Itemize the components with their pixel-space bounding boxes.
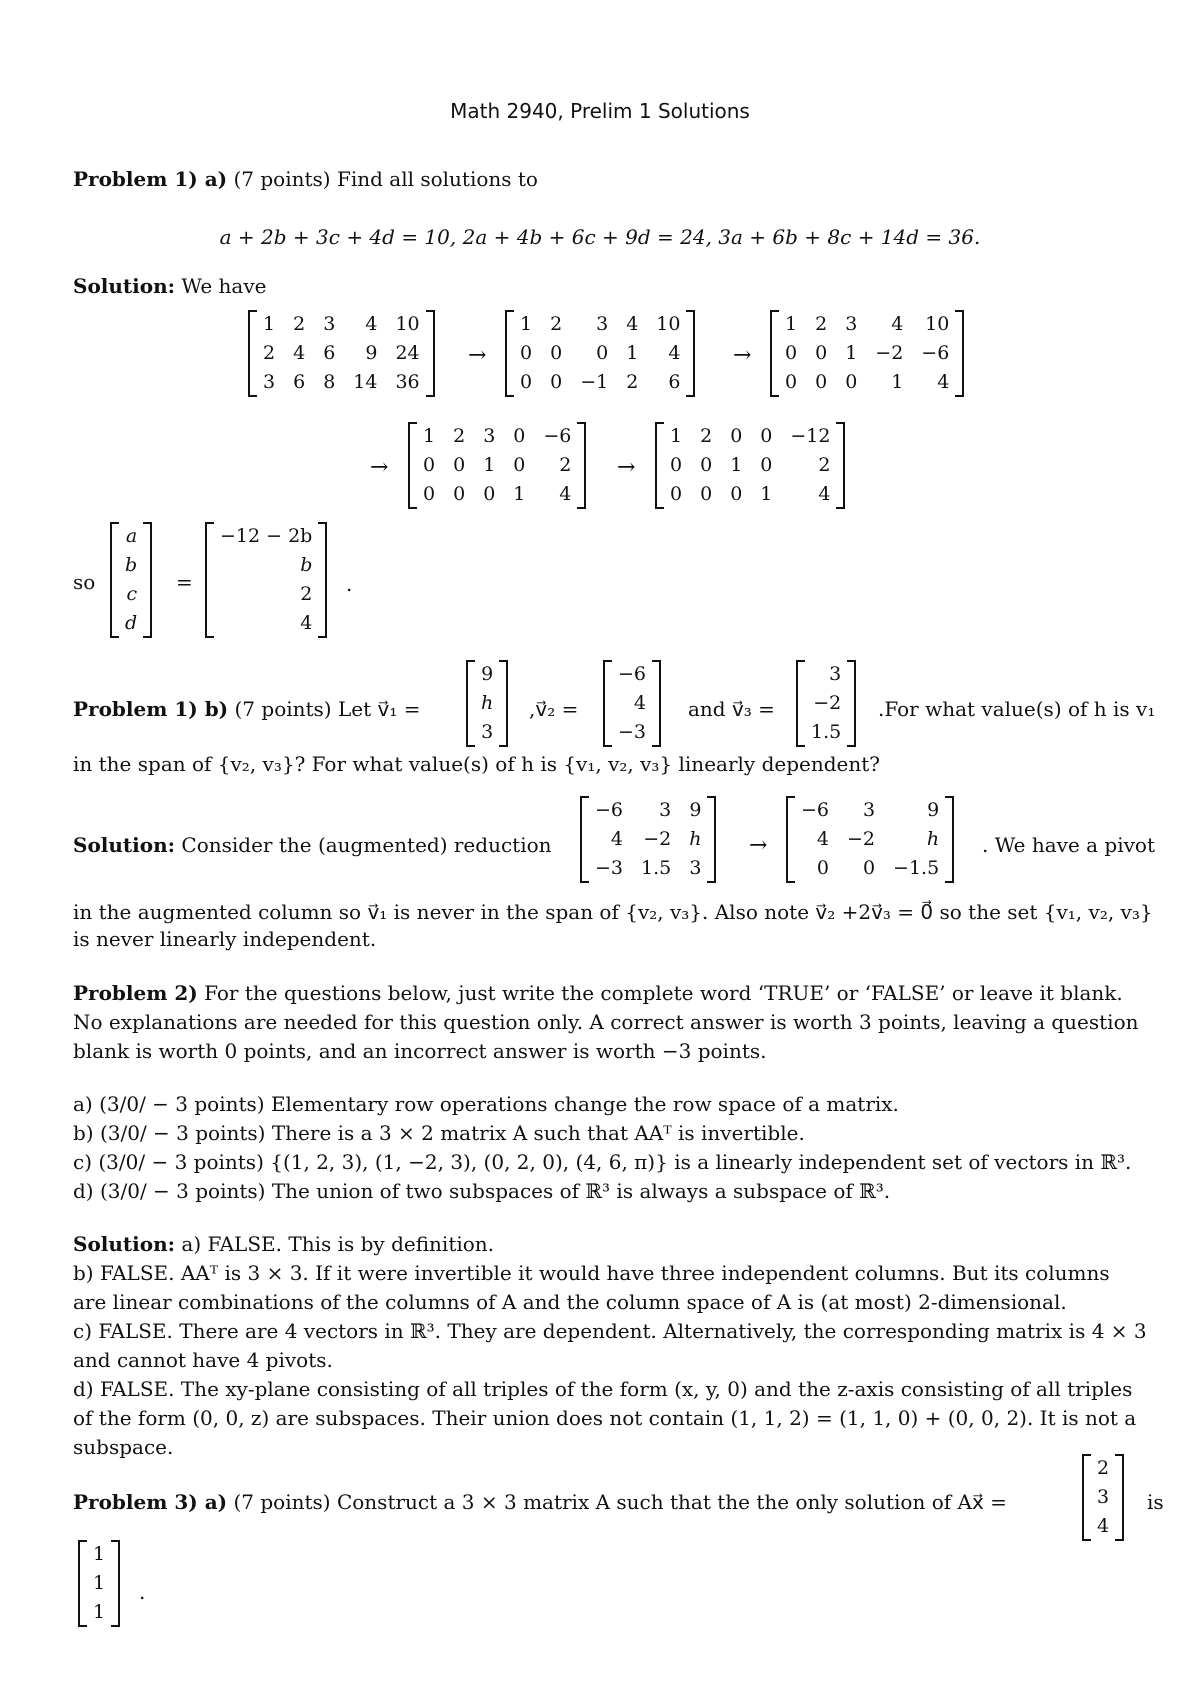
matrix-row — [609, 660, 655, 689]
matrix-step-4 — [408, 422, 586, 509]
problem-1b-question: in the span of {v₂, v₃}? For what value(s) of h is {v₁, v₂, v₃} linearly dependent? — [73, 752, 881, 776]
matrix-cell: 1 — [785, 313, 798, 335]
matrix-cell: 1 — [93, 1543, 106, 1565]
matrix-cell: 4 — [937, 371, 950, 393]
matrix-cell: 0 — [815, 342, 828, 364]
matrix-cell: d — [125, 612, 138, 634]
matrix-row — [609, 689, 655, 718]
matrix-cell: 0 — [513, 425, 526, 447]
left-bracket — [1082, 1454, 1091, 1541]
problem-3a-label: Problem 3) a) — [73, 1490, 228, 1514]
matrix-cell: h — [689, 828, 702, 850]
right-bracket — [847, 660, 856, 747]
matrix-cell: 4 — [891, 313, 904, 335]
matrix-row — [84, 1598, 114, 1627]
matrix-cell: 3 — [862, 799, 876, 821]
matrix-row — [254, 339, 429, 368]
right-bracket — [499, 660, 508, 747]
problem-2-solution-line: b) FALSE. AAᵀ is 3 × 3. If it were invertible it would have three independent columns. But its columns — [73, 1261, 1110, 1285]
matrix-cell: 2 — [1097, 1457, 1110, 1479]
is-word: is — [1147, 1490, 1164, 1514]
right-bracket — [686, 310, 695, 397]
matrix-cell: 0 — [730, 425, 743, 447]
matrix-row — [254, 310, 429, 339]
reduction-arrow: → — [733, 343, 752, 368]
left-bracket — [248, 310, 257, 397]
matrix-row — [586, 796, 710, 825]
matrix-row — [511, 368, 689, 397]
matrix-row — [511, 339, 689, 368]
matrix-cell: 0 — [730, 483, 743, 505]
matrix-cell: 4 — [633, 692, 647, 714]
matrix-row — [414, 451, 580, 480]
matrix-cell: h — [481, 692, 494, 714]
matrix-cell: 2 — [293, 313, 306, 335]
problem-2-item-d: d) (3/0/ − 3 points) The union of two subspaces of ℝ³ is always a subspace of ℝ³. — [73, 1179, 891, 1203]
matrix-row — [1088, 1512, 1118, 1541]
matrix-row — [472, 718, 502, 747]
matrix-cell: 14 — [353, 371, 378, 393]
matrix-cell: 2 — [453, 425, 466, 447]
problem-1b-solution-intro — [73, 833, 552, 857]
matrix-row — [586, 825, 710, 854]
matrix-cell: 0 — [785, 371, 798, 393]
matrix-cell: 3 — [596, 313, 609, 335]
problem-1b-solution-line-4: is never linearly independent. — [73, 927, 377, 951]
solution-vector — [205, 522, 327, 638]
problem-3a-statement — [73, 1490, 1007, 1514]
problem-2-solution-line: are linear combinations of the columns of A and the column space of A is (at most) 2-dimensional. — [73, 1290, 1067, 1314]
matrix-row — [84, 1569, 114, 1598]
matrix-cell: 1 — [93, 1601, 106, 1623]
matrix-cell: 4 — [559, 483, 572, 505]
right-bracket — [1115, 1454, 1124, 1541]
matrix-row — [802, 718, 850, 747]
matrix-row — [1088, 1454, 1118, 1483]
problem-2-label: Problem 2) — [73, 981, 198, 1005]
matrix-cell: 0 — [670, 483, 683, 505]
matrix-cell: 2 — [818, 454, 831, 476]
matrix-row — [586, 854, 710, 883]
matrix-cell: 36 — [395, 371, 420, 393]
matrix-row — [84, 1540, 114, 1569]
vector-v3 — [796, 660, 856, 747]
matrix-row — [661, 451, 839, 480]
matrix-cell: 0 — [520, 371, 533, 393]
problem-1a-solution-intro — [73, 273, 1165, 299]
solution-after: . We have a pivot — [982, 833, 1155, 857]
matrix-step-2 — [505, 310, 695, 397]
problem-2-solution-a — [73, 1231, 1165, 1257]
matrix-row — [776, 310, 958, 339]
left-bracket — [603, 660, 612, 747]
so-word: so — [73, 570, 96, 594]
matrix-cell: −2 — [847, 828, 876, 850]
left-bracket — [580, 796, 589, 883]
reduced-matrix — [786, 796, 954, 883]
left-bracket — [78, 1540, 87, 1627]
right-bracket — [577, 422, 586, 509]
problem-1a-label: Problem 1) a) — [73, 167, 228, 191]
problem-1b-statement — [73, 697, 420, 721]
right-bracket — [707, 796, 716, 883]
matrix-cell: 2 — [815, 313, 828, 335]
matrix-cell: 10 — [656, 313, 681, 335]
problem-2-item-c: c) (3/0/ − 3 points) {(1, 2, 3), (1, −2, 3), (0, 2, 0), (4, 6, π)} is a linearly independent set of vectors in ℝ³. — [73, 1150, 1132, 1174]
matrix-cell: 1 — [93, 1572, 106, 1594]
left-bracket — [786, 796, 795, 883]
matrix-cell: 0 — [760, 454, 773, 476]
matrix-row — [211, 551, 321, 580]
solution-label: Solution: — [73, 1232, 176, 1256]
matrix-cell: 0 — [760, 425, 773, 447]
matrix-cell: 0 — [453, 454, 466, 476]
matrix-step-5 — [655, 422, 845, 509]
matrix-cell: 2 — [559, 454, 572, 476]
problem-1a-equations: a + 2b + 3c + 4d = 10, 2a + 4b + 6c + 9d = 24, 3a + 6b + 8c + 14d = 36. — [219, 225, 981, 249]
matrix-cell: 4 — [626, 313, 639, 335]
matrix-row — [116, 522, 146, 551]
left-bracket — [655, 422, 664, 509]
matrix-row — [792, 796, 948, 825]
matrix-row — [511, 310, 689, 339]
matrix-cell: 3 — [829, 663, 842, 685]
reduction-arrow: → — [617, 455, 636, 480]
answer-vector — [78, 1540, 120, 1627]
matrix-cell: 4 — [293, 342, 306, 364]
reduction-arrow: → — [749, 833, 768, 858]
problem-2-intro-3: blank is worth 0 points, and an incorrect answer is worth −3 points. — [73, 1039, 767, 1063]
problem-2-solution-line: d) FALSE. The xy-plane consisting of all triples of the form (x, y, 0) and the z-axis consisting of all triples — [73, 1377, 1133, 1401]
matrix-cell: 3 — [845, 313, 858, 335]
matrix-cell: 6 — [668, 371, 681, 393]
matrix-cell: 4 — [668, 342, 681, 364]
matrix-step-1 — [248, 310, 435, 397]
matrix-cell: 24 — [395, 342, 420, 364]
matrix-cell: 0 — [550, 342, 563, 364]
left-bracket — [408, 422, 417, 509]
right-bracket — [318, 522, 327, 638]
matrix-cell: 2 — [550, 313, 563, 335]
matrix-cell: c — [126, 583, 138, 605]
matrix-cell: −6 — [618, 663, 647, 685]
problem-2-item-a: a) (3/0/ − 3 points) Elementary row operations change the row space of a matrix. — [73, 1092, 899, 1116]
matrix-row — [1088, 1483, 1118, 1512]
matrix-row — [609, 718, 655, 747]
problem-2-item-b: b) (3/0/ − 3 points) There is a 3 × 2 matrix A such that AAᵀ is invertible. — [73, 1121, 805, 1145]
matrix-cell: 6 — [293, 371, 306, 393]
vector-v2 — [603, 660, 661, 747]
matrix-cell: 0 — [815, 371, 828, 393]
matrix-cell: 3 — [481, 721, 494, 743]
matrix-cell: b — [125, 554, 138, 576]
matrix-cell: −12 — [790, 425, 831, 447]
matrix-row — [661, 422, 839, 451]
matrix-row — [414, 422, 580, 451]
left-bracket — [770, 310, 779, 397]
solution-label: Solution: — [73, 833, 176, 857]
matrix-row — [472, 689, 502, 718]
problem-2-intro-2: No explanations are needed for this question only. A correct answer is worth 3 points, leaving a question — [73, 1010, 1139, 1034]
period: . — [346, 572, 353, 596]
matrix-cell: 3 — [689, 857, 702, 879]
matrix-row — [472, 660, 502, 689]
matrix-cell: 6 — [323, 342, 336, 364]
matrix-cell: 4 — [816, 828, 830, 850]
matrix-cell: 9 — [689, 799, 702, 821]
matrix-cell: 3 — [263, 371, 276, 393]
problem-1b-text-c: and v⃗₃ = — [688, 697, 775, 721]
right-bracket — [836, 422, 845, 509]
right-bracket — [426, 310, 435, 397]
matrix-cell: 1 — [626, 342, 639, 364]
matrix-cell: 9 — [481, 663, 494, 685]
matrix-row — [211, 580, 321, 609]
matrix-cell: 4 — [365, 313, 378, 335]
matrix-cell: −2 — [643, 828, 672, 850]
right-bracket — [111, 1540, 120, 1627]
matrix-cell: 1 — [263, 313, 276, 335]
matrix-cell: 10 — [925, 313, 950, 335]
right-bracket — [955, 310, 964, 397]
vector-v1 — [466, 660, 508, 747]
matrix-cell: 2 — [626, 371, 639, 393]
matrix-step-3 — [770, 310, 964, 397]
equals-sign: = — [176, 570, 193, 594]
right-bracket — [143, 522, 152, 638]
matrix-cell: −1 — [580, 371, 609, 393]
matrix-row — [116, 580, 146, 609]
matrix-cell: −6 — [595, 799, 624, 821]
matrix-row — [116, 551, 146, 580]
matrix-cell: 4 — [610, 828, 624, 850]
problem-2-solution-line: c) FALSE. There are 4 vectors in ℝ³. They are dependent. Alternatively, the corresponding matrix is 4 × 3 — [73, 1319, 1147, 1343]
matrix-row — [414, 480, 580, 509]
solution-text: We have — [181, 274, 267, 298]
left-bracket — [205, 522, 214, 638]
problem-2-solution-line: and cannot have 4 pivots. — [73, 1348, 333, 1372]
problem-2-intro-1 — [73, 980, 1165, 1006]
matrix-cell: 1 — [845, 342, 858, 364]
matrix-cell: 0 — [862, 857, 876, 879]
matrix-cell: −6 — [801, 799, 830, 821]
matrix-cell: 1 — [423, 425, 436, 447]
matrix-cell: 0 — [816, 857, 830, 879]
matrix-cell: 8 — [323, 371, 336, 393]
matrix-cell: −12 − 2b — [220, 525, 313, 547]
matrix-row — [776, 339, 958, 368]
left-bracket — [110, 522, 119, 638]
solution-label: Solution: — [73, 274, 176, 298]
matrix-cell: 4 — [300, 612, 313, 634]
matrix-cell: 0 — [423, 454, 436, 476]
problem-1a-text: (7 points) Find all solutions to — [233, 167, 538, 191]
matrix-row — [116, 609, 146, 638]
matrix-cell: 4 — [818, 483, 831, 505]
problem-1b-text-b: ,v⃗₂ = — [529, 697, 579, 721]
matrix-cell: 0 — [520, 342, 533, 364]
right-bracket — [652, 660, 661, 747]
matrix-cell: 0 — [423, 483, 436, 505]
matrix-cell: 4 — [1097, 1515, 1110, 1537]
problem-3a-text: (7 points) Construct a 3 × 3 matrix A such that the the only solution of Ax⃗ = — [233, 1490, 1007, 1514]
matrix-cell: b — [300, 554, 313, 576]
matrix-row — [802, 660, 850, 689]
matrix-cell: h — [926, 828, 940, 850]
matrix-cell: 3 — [659, 799, 672, 821]
matrix-cell: 1 — [483, 454, 496, 476]
left-bracket — [796, 660, 805, 747]
matrix-row — [776, 368, 958, 397]
matrix-cell: −3 — [595, 857, 624, 879]
matrix-row — [792, 854, 948, 883]
matrix-cell: 0 — [513, 454, 526, 476]
matrix-cell: 1 — [760, 483, 773, 505]
matrix-cell: −3 — [618, 721, 647, 743]
matrix-cell: 1 — [730, 454, 743, 476]
right-bracket — [945, 796, 954, 883]
problem-1a-statement — [73, 166, 1165, 192]
matrix-cell: 0 — [550, 371, 563, 393]
matrix-cell: 0 — [483, 483, 496, 505]
reduction-arrow: → — [370, 455, 389, 480]
matrix-cell: 1 — [520, 313, 533, 335]
matrix-cell: a — [125, 525, 138, 547]
problem-2-intro-text: For the questions below, just write the complete word ‘TRUE’ or ‘FALSE’ or leave it blank. — [204, 981, 1123, 1005]
matrix-cell: 0 — [700, 483, 713, 505]
matrix-row — [661, 480, 839, 509]
matrix-cell: −2 — [875, 342, 904, 364]
problem-2-solution-line: subspace. — [73, 1435, 174, 1459]
matrix-cell: 10 — [395, 313, 420, 335]
matrix-row — [211, 522, 321, 551]
matrix-cell: −6 — [921, 342, 950, 364]
problem-1b-solution-line-3: in the augmented column so v⃗₁ is never in the span of {v₂, v₃}. Also note v⃗₂ +2v⃗₃ = 0⃗ so the set {v₁, v₂, v₃} — [73, 900, 1153, 924]
matrix-row — [211, 609, 321, 638]
matrix-cell: −6 — [543, 425, 572, 447]
rhs-vector — [1082, 1454, 1124, 1541]
matrix-cell: 0 — [453, 483, 466, 505]
matrix-cell: 0 — [785, 342, 798, 364]
matrix-cell: 3 — [323, 313, 336, 335]
matrix-cell: 1.5 — [811, 721, 842, 743]
matrix-row — [802, 689, 850, 718]
matrix-cell: −1.5 — [893, 857, 940, 879]
matrix-cell: 1 — [670, 425, 683, 447]
problem-1b-label: Problem 1) b) — [73, 697, 229, 721]
matrix-cell: 0 — [845, 371, 858, 393]
matrix-cell: 9 — [927, 799, 940, 821]
matrix-cell: 9 — [365, 342, 378, 364]
matrix-cell: 3 — [483, 425, 496, 447]
matrix-row — [254, 368, 429, 397]
matrix-cell: −2 — [813, 692, 842, 714]
matrix-row — [792, 825, 948, 854]
period: . — [139, 1580, 146, 1604]
solution-text: a) FALSE. This is by definition. — [181, 1232, 495, 1256]
page-title: Math 2940, Prelim 1 Solutions — [450, 99, 750, 123]
matrix-cell: 1.5 — [641, 857, 672, 879]
matrix-cell: 2 — [263, 342, 276, 364]
augmented-matrix — [580, 796, 716, 883]
matrix-cell: 0 — [700, 454, 713, 476]
matrix-cell: 1 — [513, 483, 526, 505]
left-bracket — [505, 310, 514, 397]
reduction-arrow: → — [468, 343, 487, 368]
unknowns-vector — [110, 522, 152, 638]
solution-text: Consider the (augmented) reduction — [181, 833, 552, 857]
problem-2-solution-line: of the form (0, 0, z) are subspaces. Their union does not contain (1, 1, 2) = (1, 1, 0) + (0, 0, 2). It is not a — [73, 1406, 1137, 1430]
left-bracket — [466, 660, 475, 747]
matrix-cell: 3 — [1097, 1486, 1110, 1508]
matrix-cell: 0 — [670, 454, 683, 476]
problem-1b-text-d: .For what value(s) of h is v₁ — [878, 697, 1156, 721]
problem-1b-text-a: (7 points) Let v⃗₁ = — [234, 697, 421, 721]
matrix-cell: 2 — [700, 425, 713, 447]
matrix-cell: 0 — [596, 342, 609, 364]
matrix-cell: 2 — [300, 583, 313, 605]
matrix-cell: 1 — [891, 371, 904, 393]
